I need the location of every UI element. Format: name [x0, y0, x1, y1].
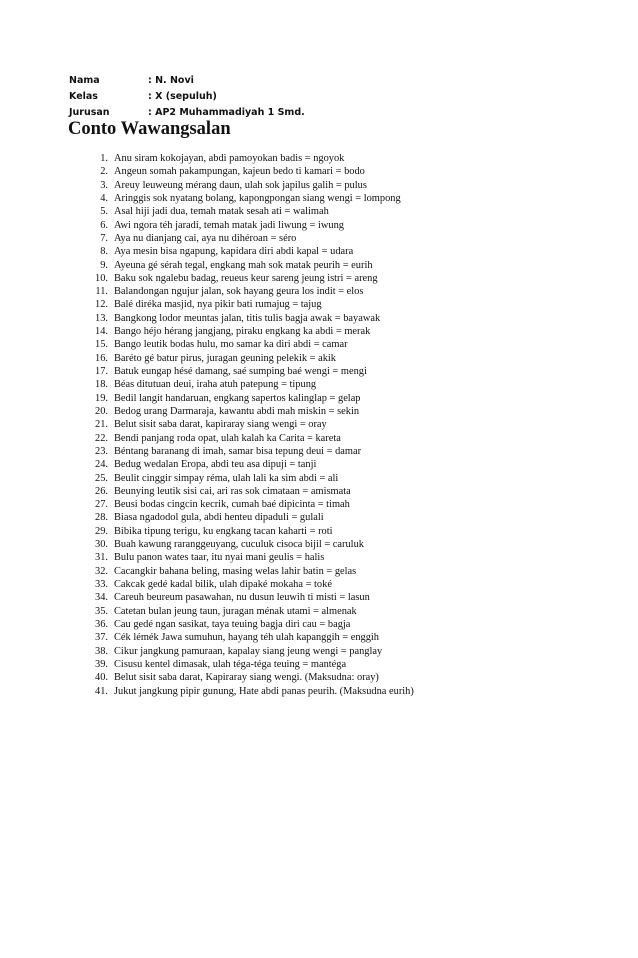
list-item-text: Balandongan ngujur jalan, sok hayang geura los indit = elos	[114, 286, 364, 298]
list-item	[84, 511, 414, 524]
list-item-number: 16.	[95, 352, 108, 364]
list-item-text: Awi ngora téh jaradi, temah matak jadi liwung = iwung	[114, 219, 344, 231]
list-item	[84, 605, 414, 618]
list-item-text: Béntang baranang di imah, samar bisa tepung deui = damar	[114, 445, 362, 457]
list-item	[84, 578, 414, 591]
list-item-text: Cakcak gedé kadal bilik, ulah dipaké mokaha = toké	[114, 579, 332, 590]
list-item	[84, 192, 414, 205]
list-item-text: Aya nu dianjang cai, aya nu dihéroan = séro	[114, 232, 297, 244]
list-item	[84, 245, 414, 258]
list-item-number: 23.	[95, 445, 108, 457]
list-item-number: 10.	[95, 272, 108, 284]
list-item-number: 13.	[95, 312, 108, 324]
list-item-text: Bedog urang Darmaraja, kawantu abdi mah miskin = sekin	[114, 405, 360, 417]
list-item-number: 32.	[95, 565, 108, 577]
list-item-number: 39.	[95, 658, 108, 670]
list-item-number: 11.	[95, 286, 108, 298]
student-info	[69, 73, 305, 121]
list-item-text: Béas ditutuan deui, iraha atuh patepung = tipung	[114, 379, 317, 391]
list-item-number: 40.	[95, 672, 108, 684]
list-item-text: Bulu panon wates taar, itu nyai mani geulis = halis	[114, 552, 325, 564]
list-item	[84, 618, 414, 631]
list-item-number: 27.	[95, 499, 108, 511]
list-item-text: Bedil langit handaruan, engkang sapertos kalinglap = gelap	[114, 392, 361, 404]
list-item-text: Belut sisit saba darat, kapiraray siang wengi = oray	[114, 419, 327, 431]
list-item	[84, 525, 414, 538]
list-item-text: Angeun somah pakampungan, kajeun bedo ti kamari = bodo	[114, 166, 365, 178]
list-item-text: Baku sok ngalebu badag, reueus keur sareng jeung istri = areng	[114, 272, 378, 284]
page-title: Conto Wawangsalan	[68, 119, 231, 139]
list-item-text: Aringgis sok nyatang bolang, kapongpongan siang wengi = lompong	[114, 192, 401, 204]
list-item	[84, 631, 414, 644]
list-item-number: 1.	[100, 153, 108, 164]
list-item	[84, 152, 414, 165]
list-item-number: 25.	[95, 472, 108, 484]
list-item	[84, 565, 414, 578]
list-item-number: 29.	[95, 525, 108, 537]
list-item-text: Cisusu kentel dimasak, ulah téga-téga teuing = mantéga	[114, 658, 347, 670]
list-item	[84, 352, 414, 365]
list-item	[84, 472, 414, 485]
kelas-row	[69, 89, 305, 105]
list-item	[84, 445, 414, 458]
list-item-number: 26.	[95, 485, 108, 497]
list-item-text: Bibika tipung terigu, ku engkang tacan kaharti = roti	[114, 525, 333, 537]
nama-row	[69, 73, 305, 89]
list-item	[84, 485, 414, 498]
list-item	[84, 232, 414, 245]
list-item-text: Belut sisit saba darat, Kapiraray siang wengi. (Maksudna: oray)	[114, 672, 379, 684]
list-item-text: Areuy leuweung mérang daun, ulah sok japilus galih = pulus	[114, 179, 367, 191]
list-item-number: 33.	[95, 579, 108, 590]
list-item	[84, 338, 414, 351]
list-item	[84, 165, 414, 178]
list-item	[84, 405, 414, 418]
list-item-text: Jukut jangkung pipir gunung, Hate abdi panas peurih. (Maksudna eurih)	[114, 685, 414, 697]
list-item-text: Bedug wedalan Eropa, abdi teu asa dipuji = tanji	[114, 459, 317, 471]
list-item-number: 36.	[95, 618, 108, 630]
list-item-number: 19.	[95, 392, 108, 404]
list-item	[84, 325, 414, 338]
list-item-number: 41.	[95, 685, 108, 697]
list-item-text: Bendi panjang roda opat, ulah kalah ka Carita = kareta	[114, 432, 341, 444]
list-item	[84, 272, 414, 285]
list-item-number: 30.	[95, 539, 108, 551]
list-item	[84, 498, 414, 511]
wawangsalan-list	[84, 152, 414, 698]
list-item-number: 31.	[95, 552, 108, 564]
jurusan-label: Jurusan	[69, 107, 110, 118]
list-item	[84, 658, 414, 671]
list-item-number: 35.	[95, 605, 108, 617]
jurusan-value: : AP2 Muhammadiyah 1 Smd.	[148, 107, 305, 118]
list-item	[84, 378, 414, 391]
list-item-number: 2.	[100, 166, 108, 178]
list-item-text: Beunying leutik sisi cai, ari ras sok cimataan = amismata	[114, 485, 351, 497]
list-item-text: Biasa ngadodol gula, abdi henteu dipaduli = gulali	[114, 512, 324, 524]
list-item-number: 12.	[95, 299, 108, 311]
list-item	[84, 591, 414, 604]
list-item-text: Anu siram kokojayan, abdi pamoyokan badis = ngoyok	[114, 153, 345, 164]
list-item-text: Cikur jangkung pamuraan, kapalay siang jeung wengi = panglay	[114, 645, 383, 657]
list-item-text: Careuh beureum pasawahan, nu dusun leuwih ti misti = lasun	[114, 592, 370, 604]
list-item	[84, 645, 414, 658]
list-item-text: Bango leutik bodas hulu, mo samar ka diri abdi = camar	[114, 339, 348, 351]
list-item-text: Beulit cinggir simpay réma, ulah lali ka sim abdi = ali	[114, 472, 339, 484]
list-item	[84, 312, 414, 325]
list-item-text: Aya mesin bisa ngapung, kapidara diri abdi kapal = udara	[114, 246, 354, 258]
list-item-text: Baréto gé batur pirus, juragan geuning pelekik = akik	[114, 352, 336, 364]
list-item-text: Ayeuna gé sérah tegal, engkang mah sok matak peurih = eurih	[114, 259, 373, 271]
list-item-number: 38.	[95, 645, 108, 657]
list-item	[84, 551, 414, 564]
nama-label: Nama	[69, 75, 100, 86]
list-item-number: 15.	[95, 339, 108, 351]
list-item-text: Catetan bulan jeung taun, juragan ménak utami = almenak	[114, 605, 357, 617]
list-item	[84, 179, 414, 192]
kelas-value: : X (sepuluh)	[148, 91, 217, 102]
list-item-text: Bangkong lodor meuntas jalan, titis tulis bagja awak = bayawak	[114, 312, 381, 324]
list-item-number: 7.	[100, 232, 108, 244]
list-item	[84, 298, 414, 311]
list-item-text: Balé diréka masjid, nya pikir bati rumajug = tajug	[114, 299, 322, 311]
list-item-number: 3.	[100, 179, 108, 191]
list-item-number: 28.	[95, 512, 108, 524]
list-item	[84, 285, 414, 298]
list-item-number: 34.	[95, 592, 108, 604]
list-item-number: 20.	[95, 405, 108, 417]
list-item	[84, 418, 414, 431]
list-item-text: Batuk eungap hésé damang, saé sumping baé wengi = mengi	[114, 366, 367, 377]
list-item-number: 14.	[95, 326, 108, 338]
list-item	[84, 685, 414, 698]
list-item-text: Buah kawung raranggeuyang, cuculuk cisoca bijil = caruluk	[114, 539, 364, 551]
list-item	[84, 432, 414, 445]
list-item-number: 37.	[95, 632, 108, 644]
list-item-text: Bango héjo hérang jangjang, piraku engkang ka abdi = merak	[114, 326, 371, 338]
list-item-number: 22.	[95, 432, 108, 444]
list-item	[84, 365, 414, 378]
list-item-text: Cau gedé ngan sasikat, taya teuing bagja diri cau = bagja	[114, 618, 351, 630]
list-item	[84, 538, 414, 551]
list-item-text: Beusi bodas cingcin kecrik, cumah baé dipicinta = timah	[114, 499, 350, 511]
list-item	[84, 259, 414, 272]
list-item-number: 5.	[100, 206, 108, 218]
list-item	[84, 458, 414, 471]
list-item-number: 17.	[95, 366, 108, 377]
list-item-number: 24.	[95, 459, 108, 471]
list-item-number: 4.	[100, 192, 108, 204]
list-item	[84, 671, 414, 684]
list-item-number: 6.	[100, 219, 108, 231]
list-item	[84, 219, 414, 232]
list-item-number: 18.	[95, 379, 108, 391]
list-item	[84, 392, 414, 405]
list-item-number: 8.	[100, 246, 108, 258]
list-item-number: 21.	[95, 419, 108, 431]
nama-value: : N. Novi	[148, 75, 194, 86]
list-item-text: Cék lémék Jawa sumuhun, hayang téh ulah kapanggih = enggih	[114, 632, 379, 644]
list-item-text: Asal hiji jadi dua, temah matak sesah ati = walimah	[114, 206, 329, 218]
list-item-number: 9.	[100, 259, 108, 271]
list-item	[84, 205, 414, 218]
kelas-label: Kelas	[69, 91, 98, 102]
list-item-text: Cacangkir bahana beling, masing welas lahir batin = gelas	[114, 565, 357, 577]
